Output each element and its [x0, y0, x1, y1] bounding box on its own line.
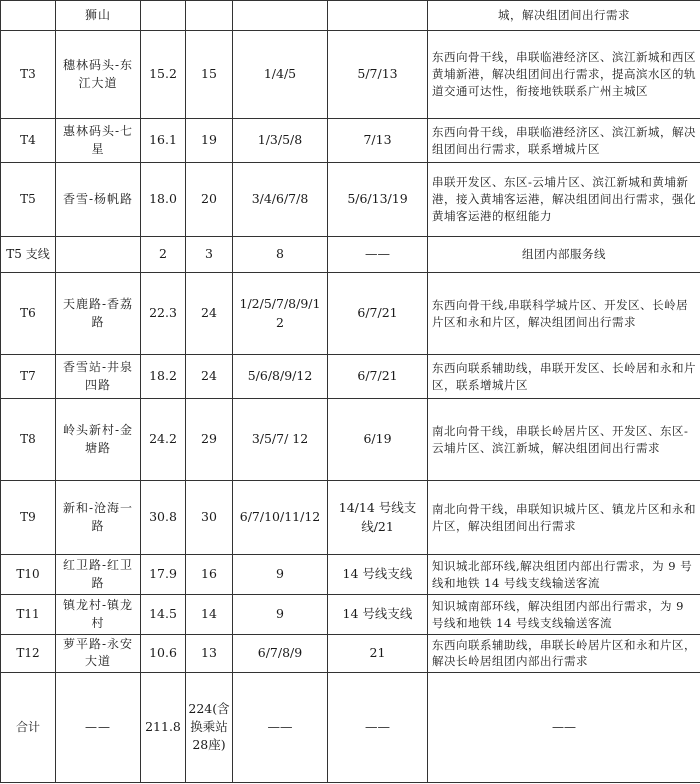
cell-length: 18.0 [141, 163, 186, 237]
cell-route: 岭头新村-金塘路 [56, 399, 141, 481]
table-row [1, 399, 700, 481]
cell-transfer-metro: 9 [233, 595, 328, 635]
cell-stations: 24 [186, 355, 233, 399]
cell-stations: 16 [186, 555, 233, 595]
cell-stations: 13 [186, 635, 233, 673]
cell-transfer-tram: 14 号线支线 [328, 595, 428, 635]
cell-description: 城，解决组团间出行需求 [428, 1, 700, 31]
cell-route: 香雪站-井泉四路 [56, 355, 141, 399]
cell-length: 30.8 [141, 481, 186, 555]
cell-transfer-metro: —— [233, 672, 328, 782]
cell-route: 新和-沧海一路 [56, 481, 141, 555]
cell-description: 东西向联系辅助线，串联长岭居片区和永和片区，解决长岭居组团内部出行需求 [428, 635, 700, 673]
table-body [1, 1, 700, 783]
cell-route: 穗林码头-东江大道 [56, 31, 141, 119]
table-row [1, 595, 700, 635]
cell-stations: 30 [186, 481, 233, 555]
cell-transfer-metro: 3/5/7/ 12 [233, 399, 328, 481]
cell-description: 知识城北部环线,解决组团内部出行需求，为 9 号线和地铁 14 号线支线输送客流 [428, 555, 700, 595]
cell-transfer-metro: 1/3/5/8 [233, 119, 328, 163]
cell-length: 18.2 [141, 355, 186, 399]
cell-stations: 3 [186, 237, 233, 273]
cell-transfer-tram: 6/7/21 [328, 355, 428, 399]
cell-transfer-metro: 5/6/8/9/12 [233, 355, 328, 399]
cell-stations: 24 [186, 273, 233, 355]
cell-transfer-metro: 1/2/5/7/8/9/12 [233, 273, 328, 355]
cell-route: —— [56, 672, 141, 782]
cell-description: 东西向联系辅助线，串联开发区、长岭居和永和片区，联系增城片区 [428, 355, 700, 399]
cell-stations: 15 [186, 31, 233, 119]
cell-route: 萝平路-永安大道 [56, 635, 141, 673]
cell-transfer-tram: 6/7/21 [328, 273, 428, 355]
cell-length: 14.5 [141, 595, 186, 635]
table-row [1, 481, 700, 555]
cell-line: T7 [1, 355, 56, 399]
cell-length: 17.9 [141, 555, 186, 595]
cell-transfer-tram [328, 1, 428, 31]
cell-length: 24.2 [141, 399, 186, 481]
cell-transfer-metro [233, 1, 328, 31]
cell-length: 22.3 [141, 273, 186, 355]
table-row [1, 355, 700, 399]
cell-transfer-tram: 14/14 号线支线/21 [328, 481, 428, 555]
cell-transfer-metro: 9 [233, 555, 328, 595]
cell-transfer-metro: 8 [233, 237, 328, 273]
cell-transfer-metro: 6/7/8/9 [233, 635, 328, 673]
cell-stations: 20 [186, 163, 233, 237]
cell-description: 东西向骨干线,串联科学城片区、开发区、长岭居片区和永和片区，解决组团间出行需求 [428, 273, 700, 355]
cell-line: T12 [1, 635, 56, 673]
cell-stations: 29 [186, 399, 233, 481]
cell-stations: 14 [186, 595, 233, 635]
cell-length: 211.8 [141, 672, 186, 782]
table-row [1, 555, 700, 595]
cell-line [1, 1, 56, 31]
table-row-total [1, 672, 700, 782]
cell-transfer-tram: 6/19 [328, 399, 428, 481]
table-row [1, 163, 700, 237]
cell-route: 狮山 [56, 1, 141, 31]
cell-line: T11 [1, 595, 56, 635]
cell-description: 东西向骨干线，串联临港经济区、滨江新城，解决组团间出行需求，联系增城片区 [428, 119, 700, 163]
table-row [1, 31, 700, 119]
cell-stations [186, 1, 233, 31]
cell-route: 红卫路-红卫路 [56, 555, 141, 595]
table-row-continued [1, 1, 700, 31]
cell-transfer-tram: 14 号线支线 [328, 555, 428, 595]
cell-length: 15.2 [141, 31, 186, 119]
cell-description: 东西向骨干线，串联临港经济区、滨江新城和西区黄埔新港，解决组团间出行需求，提高滨水区的轨道交通可达性，衔接地铁联系广州主城区 [428, 31, 700, 119]
cell-line: T6 [1, 273, 56, 355]
cell-line: T3 [1, 31, 56, 119]
cell-route: 镇龙村-镇龙村 [56, 595, 141, 635]
cell-route: 惠林码头-七星 [56, 119, 141, 163]
cell-description: 组团内部服务线 [428, 237, 700, 273]
cell-transfer-tram: —— [328, 237, 428, 273]
cell-transfer-tram: 7/13 [328, 119, 428, 163]
cell-length: 2 [141, 237, 186, 273]
cell-transfer-tram: —— [328, 672, 428, 782]
table-row [1, 635, 700, 673]
cell-transfer-tram: 5/7/13 [328, 31, 428, 119]
cell-line: T4 [1, 119, 56, 163]
cell-route [56, 237, 141, 273]
cell-line: T5 支线 [1, 237, 56, 273]
cell-length [141, 1, 186, 31]
cell-line: T9 [1, 481, 56, 555]
table-row [1, 273, 700, 355]
cell-transfer-metro: 6/7/10/11/12 [233, 481, 328, 555]
table-row [1, 119, 700, 163]
cell-transfer-tram: 21 [328, 635, 428, 673]
cell-description: —— [428, 672, 700, 782]
table-row [1, 237, 700, 273]
cell-transfer-metro: 1/4/5 [233, 31, 328, 119]
cell-line: T5 [1, 163, 56, 237]
cell-description: 知识城南部环线，解决组团内部出行需求，为 9 号线和地铁 14 号线支线输送客流 [428, 595, 700, 635]
cell-line: T8 [1, 399, 56, 481]
cell-line: T10 [1, 555, 56, 595]
cell-description: 串联开发区、东区-云埔片区、滨江新城和黄埔新港，接入黄埔客运港，解决组团间出行需求，强化黄埔客运港的枢纽能力 [428, 163, 700, 237]
cell-description: 南北向骨干线，串联知识城片区、镇龙片区和永和片区，解决组团间出行需求 [428, 481, 700, 555]
cell-line: 合计 [1, 672, 56, 782]
cell-route: 香雪-杨帆路 [56, 163, 141, 237]
cell-length: 16.1 [141, 119, 186, 163]
cell-transfer-metro: 3/4/6/7/8 [233, 163, 328, 237]
cell-length: 10.6 [141, 635, 186, 673]
cell-transfer-tram: 5/6/13/19 [328, 163, 428, 237]
cell-route: 天鹿路-香荔路 [56, 273, 141, 355]
cell-stations: 19 [186, 119, 233, 163]
cell-description: 南北向骨干线，串联长岭居片区、开发区、东区-云埔片区、滨江新城，解决组团间出行需求 [428, 399, 700, 481]
cell-stations: 224(含换乘站28座) [186, 672, 233, 782]
